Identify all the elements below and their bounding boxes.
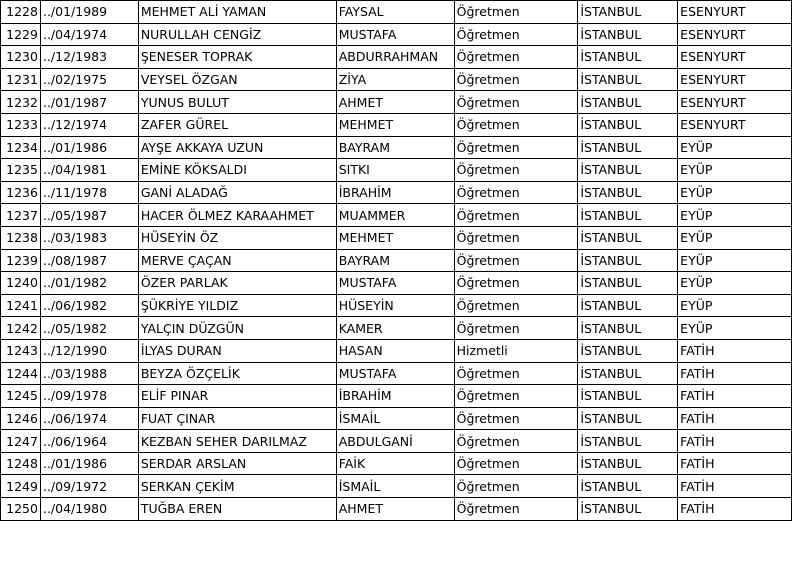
- district-cell: FATİH: [678, 385, 792, 408]
- title-cell: Öğretmen: [454, 181, 578, 204]
- province-cell: İSTANBUL: [578, 1, 678, 24]
- title-cell: Öğretmen: [454, 46, 578, 69]
- table-row: [1, 362, 792, 385]
- birth-date-cell: ../01/1982: [40, 272, 138, 295]
- district-cell: EYÜP: [678, 317, 792, 340]
- row-number-cell: 1245: [1, 385, 41, 408]
- district-cell: FATİH: [678, 339, 792, 362]
- table-row: [1, 272, 792, 295]
- title-cell: Öğretmen: [454, 68, 578, 91]
- title-cell: Öğretmen: [454, 498, 578, 521]
- province-cell: İSTANBUL: [578, 498, 678, 521]
- full-name-cell: SERKAN ÇEKİM: [138, 475, 336, 498]
- full-name-cell: KEZBAN SEHER DARILMAZ: [138, 430, 336, 453]
- row-number-cell: 1233: [1, 113, 41, 136]
- province-cell: İSTANBUL: [578, 385, 678, 408]
- father-name-cell: BAYRAM: [336, 249, 454, 272]
- full-name-cell: İLYAS DURAN: [138, 339, 336, 362]
- province-cell: İSTANBUL: [578, 249, 678, 272]
- title-cell: Öğretmen: [454, 294, 578, 317]
- row-number-cell: 1241: [1, 294, 41, 317]
- province-cell: İSTANBUL: [578, 475, 678, 498]
- table-row: [1, 204, 792, 227]
- title-cell: Öğretmen: [454, 113, 578, 136]
- title-cell: Öğretmen: [454, 475, 578, 498]
- row-number-cell: 1249: [1, 475, 41, 498]
- province-cell: İSTANBUL: [578, 91, 678, 114]
- father-name-cell: HASAN: [336, 339, 454, 362]
- title-cell: Öğretmen: [454, 159, 578, 182]
- district-cell: FATİH: [678, 498, 792, 521]
- table-row: [1, 430, 792, 453]
- full-name-cell: NURULLAH CENGİZ: [138, 23, 336, 46]
- father-name-cell: SITKI: [336, 159, 454, 182]
- father-name-cell: HÜSEYİN: [336, 294, 454, 317]
- province-cell: İSTANBUL: [578, 430, 678, 453]
- district-cell: FATİH: [678, 430, 792, 453]
- row-number-cell: 1244: [1, 362, 41, 385]
- district-cell: FATİH: [678, 407, 792, 430]
- district-cell: FATİH: [678, 362, 792, 385]
- birth-date-cell: ../12/1974: [40, 113, 138, 136]
- row-number-cell: 1235: [1, 159, 41, 182]
- district-cell: ESENYURT: [678, 46, 792, 69]
- birth-date-cell: ../01/1987: [40, 91, 138, 114]
- father-name-cell: MUAMMER: [336, 204, 454, 227]
- row-number-cell: 1246: [1, 407, 41, 430]
- birth-date-cell: ../06/1974: [40, 407, 138, 430]
- row-number-cell: 1243: [1, 339, 41, 362]
- full-name-cell: AYŞE AKKAYA UZUN: [138, 136, 336, 159]
- table-row: [1, 339, 792, 362]
- full-name-cell: HÜSEYİN ÖZ: [138, 226, 336, 249]
- district-cell: EYÜP: [678, 181, 792, 204]
- district-cell: FATİH: [678, 452, 792, 475]
- row-number-cell: 1242: [1, 317, 41, 340]
- row-number-cell: 1234: [1, 136, 41, 159]
- row-number-cell: 1228: [1, 1, 41, 24]
- birth-date-cell: ../01/1989: [40, 1, 138, 24]
- table-row: [1, 226, 792, 249]
- birth-date-cell: ../06/1982: [40, 294, 138, 317]
- province-cell: İSTANBUL: [578, 204, 678, 227]
- full-name-cell: GANİ ALADAĞ: [138, 181, 336, 204]
- father-name-cell: İSMAİL: [336, 407, 454, 430]
- birth-date-cell: ../02/1975: [40, 68, 138, 91]
- table-row: [1, 23, 792, 46]
- full-name-cell: VEYSEL ÖZGAN: [138, 68, 336, 91]
- table-row: [1, 136, 792, 159]
- province-cell: İSTANBUL: [578, 294, 678, 317]
- father-name-cell: MEHMET: [336, 226, 454, 249]
- title-cell: Öğretmen: [454, 91, 578, 114]
- table-row: [1, 475, 792, 498]
- table-row: [1, 317, 792, 340]
- father-name-cell: MUSTAFA: [336, 23, 454, 46]
- district-cell: EYÜP: [678, 159, 792, 182]
- table-body: [1, 1, 792, 521]
- table-row: [1, 46, 792, 69]
- father-name-cell: İSMAİL: [336, 475, 454, 498]
- row-number-cell: 1236: [1, 181, 41, 204]
- father-name-cell: MUSTAFA: [336, 362, 454, 385]
- row-number-cell: 1237: [1, 204, 41, 227]
- district-cell: EYÜP: [678, 136, 792, 159]
- birth-date-cell: ../05/1987: [40, 204, 138, 227]
- province-cell: İSTANBUL: [578, 272, 678, 295]
- full-name-cell: FUAT ÇINAR: [138, 407, 336, 430]
- district-cell: EYÜP: [678, 249, 792, 272]
- province-cell: İSTANBUL: [578, 136, 678, 159]
- title-cell: Öğretmen: [454, 204, 578, 227]
- row-number-cell: 1240: [1, 272, 41, 295]
- province-cell: İSTANBUL: [578, 362, 678, 385]
- title-cell: Öğretmen: [454, 226, 578, 249]
- birth-date-cell: ../12/1990: [40, 339, 138, 362]
- father-name-cell: İBRAHİM: [336, 181, 454, 204]
- birth-date-cell: ../04/1980: [40, 498, 138, 521]
- district-cell: EYÜP: [678, 204, 792, 227]
- table-row: [1, 68, 792, 91]
- row-number-cell: 1250: [1, 498, 41, 521]
- father-name-cell: ZİYA: [336, 68, 454, 91]
- province-cell: İSTANBUL: [578, 23, 678, 46]
- province-cell: İSTANBUL: [578, 46, 678, 69]
- table-row: [1, 91, 792, 114]
- birth-date-cell: ../03/1983: [40, 226, 138, 249]
- row-number-cell: 1229: [1, 23, 41, 46]
- father-name-cell: ABDURRAHMAN: [336, 46, 454, 69]
- birth-date-cell: ../03/1988: [40, 362, 138, 385]
- table-row: [1, 294, 792, 317]
- father-name-cell: KAMER: [336, 317, 454, 340]
- district-cell: ESENYURT: [678, 23, 792, 46]
- title-cell: Hizmetli: [454, 339, 578, 362]
- full-name-cell: YALÇIN DÜZGÜN: [138, 317, 336, 340]
- district-cell: ESENYURT: [678, 68, 792, 91]
- table-row: [1, 159, 792, 182]
- province-cell: İSTANBUL: [578, 339, 678, 362]
- district-cell: ESENYURT: [678, 91, 792, 114]
- district-cell: FATİH: [678, 475, 792, 498]
- birth-date-cell: ../11/1978: [40, 181, 138, 204]
- row-number-cell: 1230: [1, 46, 41, 69]
- title-cell: Öğretmen: [454, 385, 578, 408]
- province-cell: İSTANBUL: [578, 68, 678, 91]
- full-name-cell: SERDAR ARSLAN: [138, 452, 336, 475]
- birth-date-cell: ../01/1986: [40, 136, 138, 159]
- district-cell: ESENYURT: [678, 1, 792, 24]
- full-name-cell: ÖZER PARLAK: [138, 272, 336, 295]
- full-name-cell: ELİF PINAR: [138, 385, 336, 408]
- father-name-cell: FAİK: [336, 452, 454, 475]
- father-name-cell: MEHMET: [336, 113, 454, 136]
- father-name-cell: AHMET: [336, 498, 454, 521]
- birth-date-cell: ../09/1972: [40, 475, 138, 498]
- father-name-cell: FAYSAL: [336, 1, 454, 24]
- birth-date-cell: ../04/1981: [40, 159, 138, 182]
- birth-date-cell: ../05/1982: [40, 317, 138, 340]
- father-name-cell: ABDULGANİ: [336, 430, 454, 453]
- title-cell: Öğretmen: [454, 249, 578, 272]
- province-cell: İSTANBUL: [578, 226, 678, 249]
- province-cell: İSTANBUL: [578, 113, 678, 136]
- table-row: [1, 249, 792, 272]
- full-name-cell: ZAFER GÜREL: [138, 113, 336, 136]
- father-name-cell: BAYRAM: [336, 136, 454, 159]
- district-cell: EYÜP: [678, 226, 792, 249]
- table-row: [1, 385, 792, 408]
- full-name-cell: BEYZA ÖZÇELİK: [138, 362, 336, 385]
- table-row: [1, 1, 792, 24]
- district-cell: EYÜP: [678, 272, 792, 295]
- title-cell: Öğretmen: [454, 430, 578, 453]
- father-name-cell: AHMET: [336, 91, 454, 114]
- table-row: [1, 452, 792, 475]
- title-cell: Öğretmen: [454, 136, 578, 159]
- father-name-cell: MUSTAFA: [336, 272, 454, 295]
- title-cell: Öğretmen: [454, 452, 578, 475]
- table-row: [1, 407, 792, 430]
- birth-date-cell: ../12/1983: [40, 46, 138, 69]
- row-number-cell: 1232: [1, 91, 41, 114]
- table-row: [1, 113, 792, 136]
- full-name-cell: TUĞBA EREN: [138, 498, 336, 521]
- full-name-cell: YUNUS BULUT: [138, 91, 336, 114]
- birth-date-cell: ../08/1987: [40, 249, 138, 272]
- full-name-cell: EMİNE KÖKSALDI: [138, 159, 336, 182]
- title-cell: Öğretmen: [454, 272, 578, 295]
- title-cell: Öğretmen: [454, 23, 578, 46]
- row-number-cell: 1231: [1, 68, 41, 91]
- birth-date-cell: ../09/1978: [40, 385, 138, 408]
- table-row: [1, 181, 792, 204]
- district-cell: EYÜP: [678, 294, 792, 317]
- district-cell: ESENYURT: [678, 113, 792, 136]
- province-cell: İSTANBUL: [578, 181, 678, 204]
- title-cell: Öğretmen: [454, 362, 578, 385]
- row-number-cell: 1248: [1, 452, 41, 475]
- province-cell: İSTANBUL: [578, 452, 678, 475]
- full-name-cell: HACER ÖLMEZ KARAAHMET: [138, 204, 336, 227]
- full-name-cell: MERVE ÇAÇAN: [138, 249, 336, 272]
- province-cell: İSTANBUL: [578, 317, 678, 340]
- full-name-cell: ŞENESER TOPRAK: [138, 46, 336, 69]
- province-cell: İSTANBUL: [578, 159, 678, 182]
- table-row: [1, 498, 792, 521]
- row-number-cell: 1239: [1, 249, 41, 272]
- province-cell: İSTANBUL: [578, 407, 678, 430]
- father-name-cell: İBRAHİM: [336, 385, 454, 408]
- birth-date-cell: ../01/1986: [40, 452, 138, 475]
- title-cell: Öğretmen: [454, 317, 578, 340]
- row-number-cell: 1238: [1, 226, 41, 249]
- birth-date-cell: ../04/1974: [40, 23, 138, 46]
- full-name-cell: MEHMET ALİ YAMAN: [138, 1, 336, 24]
- row-number-cell: 1247: [1, 430, 41, 453]
- full-name-cell: ŞÜKRİYE YILDIZ: [138, 294, 336, 317]
- title-cell: Öğretmen: [454, 407, 578, 430]
- birth-date-cell: ../06/1964: [40, 430, 138, 453]
- title-cell: Öğretmen: [454, 1, 578, 24]
